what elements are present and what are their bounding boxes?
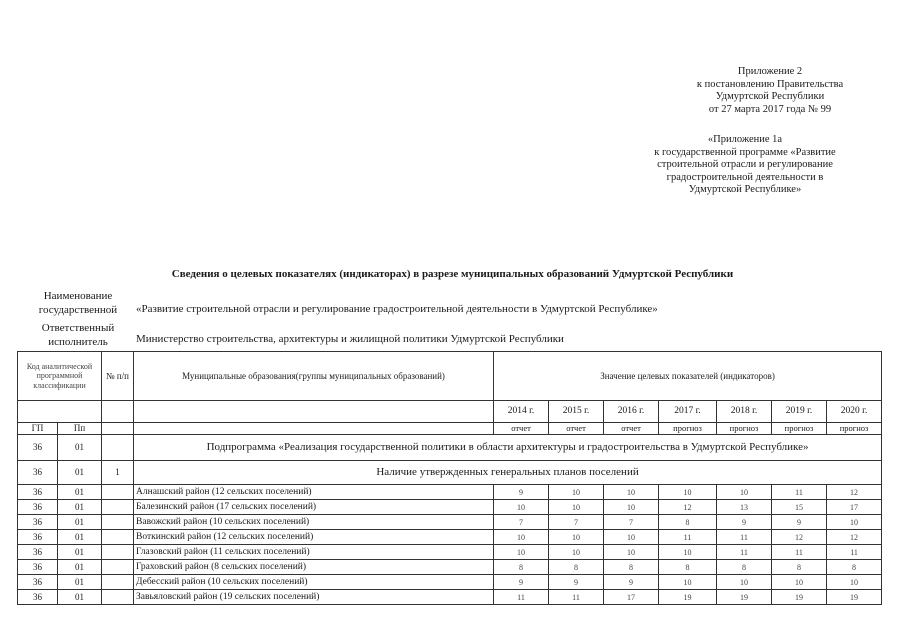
appendix-line: к государственной программе «Развитие [654, 146, 836, 158]
indicator-value: 19 [717, 590, 772, 605]
indicator-value: 10 [604, 485, 659, 500]
indicator-value: 8 [772, 560, 827, 575]
code-pp: 01 [58, 461, 102, 485]
municipality-name: Завьяловский район (19 сельских поселений) [134, 590, 494, 605]
header-row-types [18, 423, 882, 435]
code-col-gp: ГП [18, 423, 58, 435]
indicator-value: 12 [827, 530, 882, 545]
indicator-value: 19 [772, 590, 827, 605]
indicator-value: 11 [772, 485, 827, 500]
indicator-value: 11 [494, 590, 549, 605]
code-col-pp: Пп [58, 423, 102, 435]
program-value: «Развитие строительной отрасли и регулирование градостроительной деятельности в Удмуртской Республике» [136, 303, 658, 315]
indicator-value: 12 [659, 500, 717, 515]
appendix-line: градостроительной деятельности в [666, 171, 824, 183]
code-gp: 36 [18, 485, 58, 500]
municipality-name: Глазовский район (11 сельских поселений) [134, 545, 494, 560]
code-pp: 01 [58, 515, 102, 530]
indicator-value: 10 [717, 485, 772, 500]
indicator-value: 15 [772, 500, 827, 515]
code-gp: 36 [18, 530, 58, 545]
indicator-value: 8 [659, 560, 717, 575]
code-pp: 01 [58, 500, 102, 515]
code-pp: 01 [58, 590, 102, 605]
indicator-value: 11 [827, 545, 882, 560]
value-type: отчет [494, 423, 549, 435]
municipality-name: Дебесский район (10 сельских поселений) [134, 575, 494, 590]
indicator-value: 10 [717, 575, 772, 590]
indicator-value: 10 [549, 545, 604, 560]
code-pp: 01 [58, 575, 102, 590]
indicator-value: 10 [549, 500, 604, 515]
indicator-value: 11 [717, 545, 772, 560]
header-values: Значение целевых показателей (индикаторов) [494, 352, 882, 401]
value-type: прогноз [717, 423, 772, 435]
indicator-value: 9 [549, 575, 604, 590]
indicator-value: 10 [549, 530, 604, 545]
indicator-value: 7 [604, 515, 659, 530]
program-label: Наименование государственной [38, 290, 118, 316]
indicator-value: 12 [827, 485, 882, 500]
code-gp: 36 [18, 575, 58, 590]
header-name: Муниципальные образования(группы муниципальных образований) [134, 352, 494, 401]
indicator-number: 1 [102, 461, 134, 485]
header-row-years [18, 401, 882, 423]
row-number [102, 560, 134, 575]
code-gp: 36 [18, 560, 58, 575]
appendix-line: к постановлению Правительства [696, 78, 844, 90]
code-gp: 36 [18, 590, 58, 605]
indicator-value: 11 [717, 530, 772, 545]
header-code: Код аналитической программной классификации [18, 352, 102, 401]
row-number [102, 575, 134, 590]
data-rows [18, 485, 882, 605]
year-header: 2020 г. [827, 401, 882, 423]
appendix-line: Приложение 2 [737, 66, 803, 77]
table-row [18, 515, 882, 530]
indicator-value: 10 [659, 575, 717, 590]
indicator-value: 19 [827, 590, 882, 605]
indicator-value: 8 [659, 515, 717, 530]
document-title: Сведения о целевых показателях (индикаторах) в разрезе муниципальных образований Удмуртской Республики [171, 268, 734, 280]
empty-cell [102, 435, 134, 461]
year-header: 2016 г. [604, 401, 659, 423]
indicator-row [18, 461, 882, 485]
indicator-value: 9 [604, 575, 659, 590]
table-row [18, 575, 882, 590]
header-name-continuation [134, 401, 494, 423]
empty-cell [102, 423, 134, 435]
indicator-value: 10 [604, 545, 659, 560]
appendix-line: Удмуртской Республике» [688, 184, 802, 195]
indicator-value: 8 [549, 560, 604, 575]
header-num: № п/п [102, 352, 134, 401]
indicator-value: 10 [604, 530, 659, 545]
code-pp: 01 [58, 545, 102, 560]
indicator-value: 17 [604, 590, 659, 605]
row-number [102, 590, 134, 605]
value-type: прогноз [659, 423, 717, 435]
indicator-value: 7 [494, 515, 549, 530]
table-row [18, 590, 882, 605]
indicator-value: 9 [717, 515, 772, 530]
appendix-line: «Приложение 1а [707, 134, 783, 145]
row-number [102, 530, 134, 545]
table-row [18, 485, 882, 500]
indicator-value: 10 [827, 575, 882, 590]
value-type: отчет [549, 423, 604, 435]
indicator-value: 10 [604, 500, 659, 515]
code-gp: 36 [18, 461, 58, 485]
appendix-line: от 27 марта 2017 года № 99 [708, 103, 832, 115]
indicator-title: Наличие утвержденных генеральных планов поселений [134, 461, 882, 485]
code-pp: 01 [58, 530, 102, 545]
executor-value: Министерство строительства, архитектуры и жилищной политики Удмуртской Республики [136, 333, 564, 345]
year-header: 2014 г. [494, 401, 549, 423]
executor-label: Ответственный исполнитель [41, 322, 115, 348]
indicator-value: 11 [549, 590, 604, 605]
indicator-value: 8 [717, 560, 772, 575]
row-number [102, 500, 134, 515]
indicator-value: 10 [659, 485, 717, 500]
indicator-value: 10 [494, 500, 549, 515]
subprogram-title: Подпрограмма «Реализация государственной политики в области архитектуры и градостроительства в Удмуртской Республике» [134, 435, 882, 461]
indicator-value: 9 [494, 575, 549, 590]
code-gp: 36 [18, 500, 58, 515]
indicator-value: 10 [772, 575, 827, 590]
indicator-value: 11 [659, 530, 717, 545]
appendix-line: строительной отрасли и регулирование [657, 159, 833, 170]
municipality-name: Граховский район (8 сельских поселений) [134, 560, 494, 575]
value-type: отчет [604, 423, 659, 435]
appendix-line: Удмуртской Республики [715, 91, 825, 102]
row-number [102, 545, 134, 560]
indicator-value: 19 [659, 590, 717, 605]
table-row [18, 500, 882, 515]
value-type: прогноз [827, 423, 882, 435]
header-code-continuation [18, 401, 102, 423]
header-num-continuation [102, 401, 134, 423]
value-type: прогноз [772, 423, 827, 435]
indicator-value: 13 [717, 500, 772, 515]
indicator-value: 9 [772, 515, 827, 530]
code-pp: 01 [58, 560, 102, 575]
year-header: 2015 г. [549, 401, 604, 423]
indicator-value: 12 [772, 530, 827, 545]
indicator-value: 10 [494, 530, 549, 545]
table-row [18, 530, 882, 545]
indicator-value: 10 [494, 545, 549, 560]
empty-cell [134, 423, 494, 435]
year-header: 2018 г. [717, 401, 772, 423]
indicator-value: 10 [549, 485, 604, 500]
code-gp: 36 [18, 435, 58, 461]
year-header: 2017 г. [659, 401, 717, 423]
municipality-name: Вавожский район (10 сельских поселений) [134, 515, 494, 530]
appendix-top-block [670, 66, 870, 116]
header-row [18, 352, 882, 401]
indicator-value: 17 [827, 500, 882, 515]
indicator-value: 10 [827, 515, 882, 530]
row-number [102, 515, 134, 530]
municipality-name: Алнашский район (12 сельских поселений) [134, 485, 494, 500]
indicator-value: 7 [549, 515, 604, 530]
code-pp: 01 [58, 435, 102, 461]
indicator-value: 8 [604, 560, 659, 575]
indicator-value: 11 [772, 545, 827, 560]
indicators-table [17, 351, 882, 605]
table-row [18, 545, 882, 560]
indicator-value: 9 [494, 485, 549, 500]
subprogram-row [18, 435, 882, 461]
indicator-value: 10 [659, 545, 717, 560]
indicator-value: 8 [494, 560, 549, 575]
appendix-bottom-block [610, 134, 880, 197]
municipality-name: Балезинский район (17 сельских поселений) [134, 500, 494, 515]
indicator-value: 8 [827, 560, 882, 575]
code-gp: 36 [18, 545, 58, 560]
table-row [18, 560, 882, 575]
row-number [102, 485, 134, 500]
municipality-name: Воткинский район (12 сельских поселений) [134, 530, 494, 545]
year-header: 2019 г. [772, 401, 827, 423]
code-gp: 36 [18, 515, 58, 530]
code-pp: 01 [58, 485, 102, 500]
